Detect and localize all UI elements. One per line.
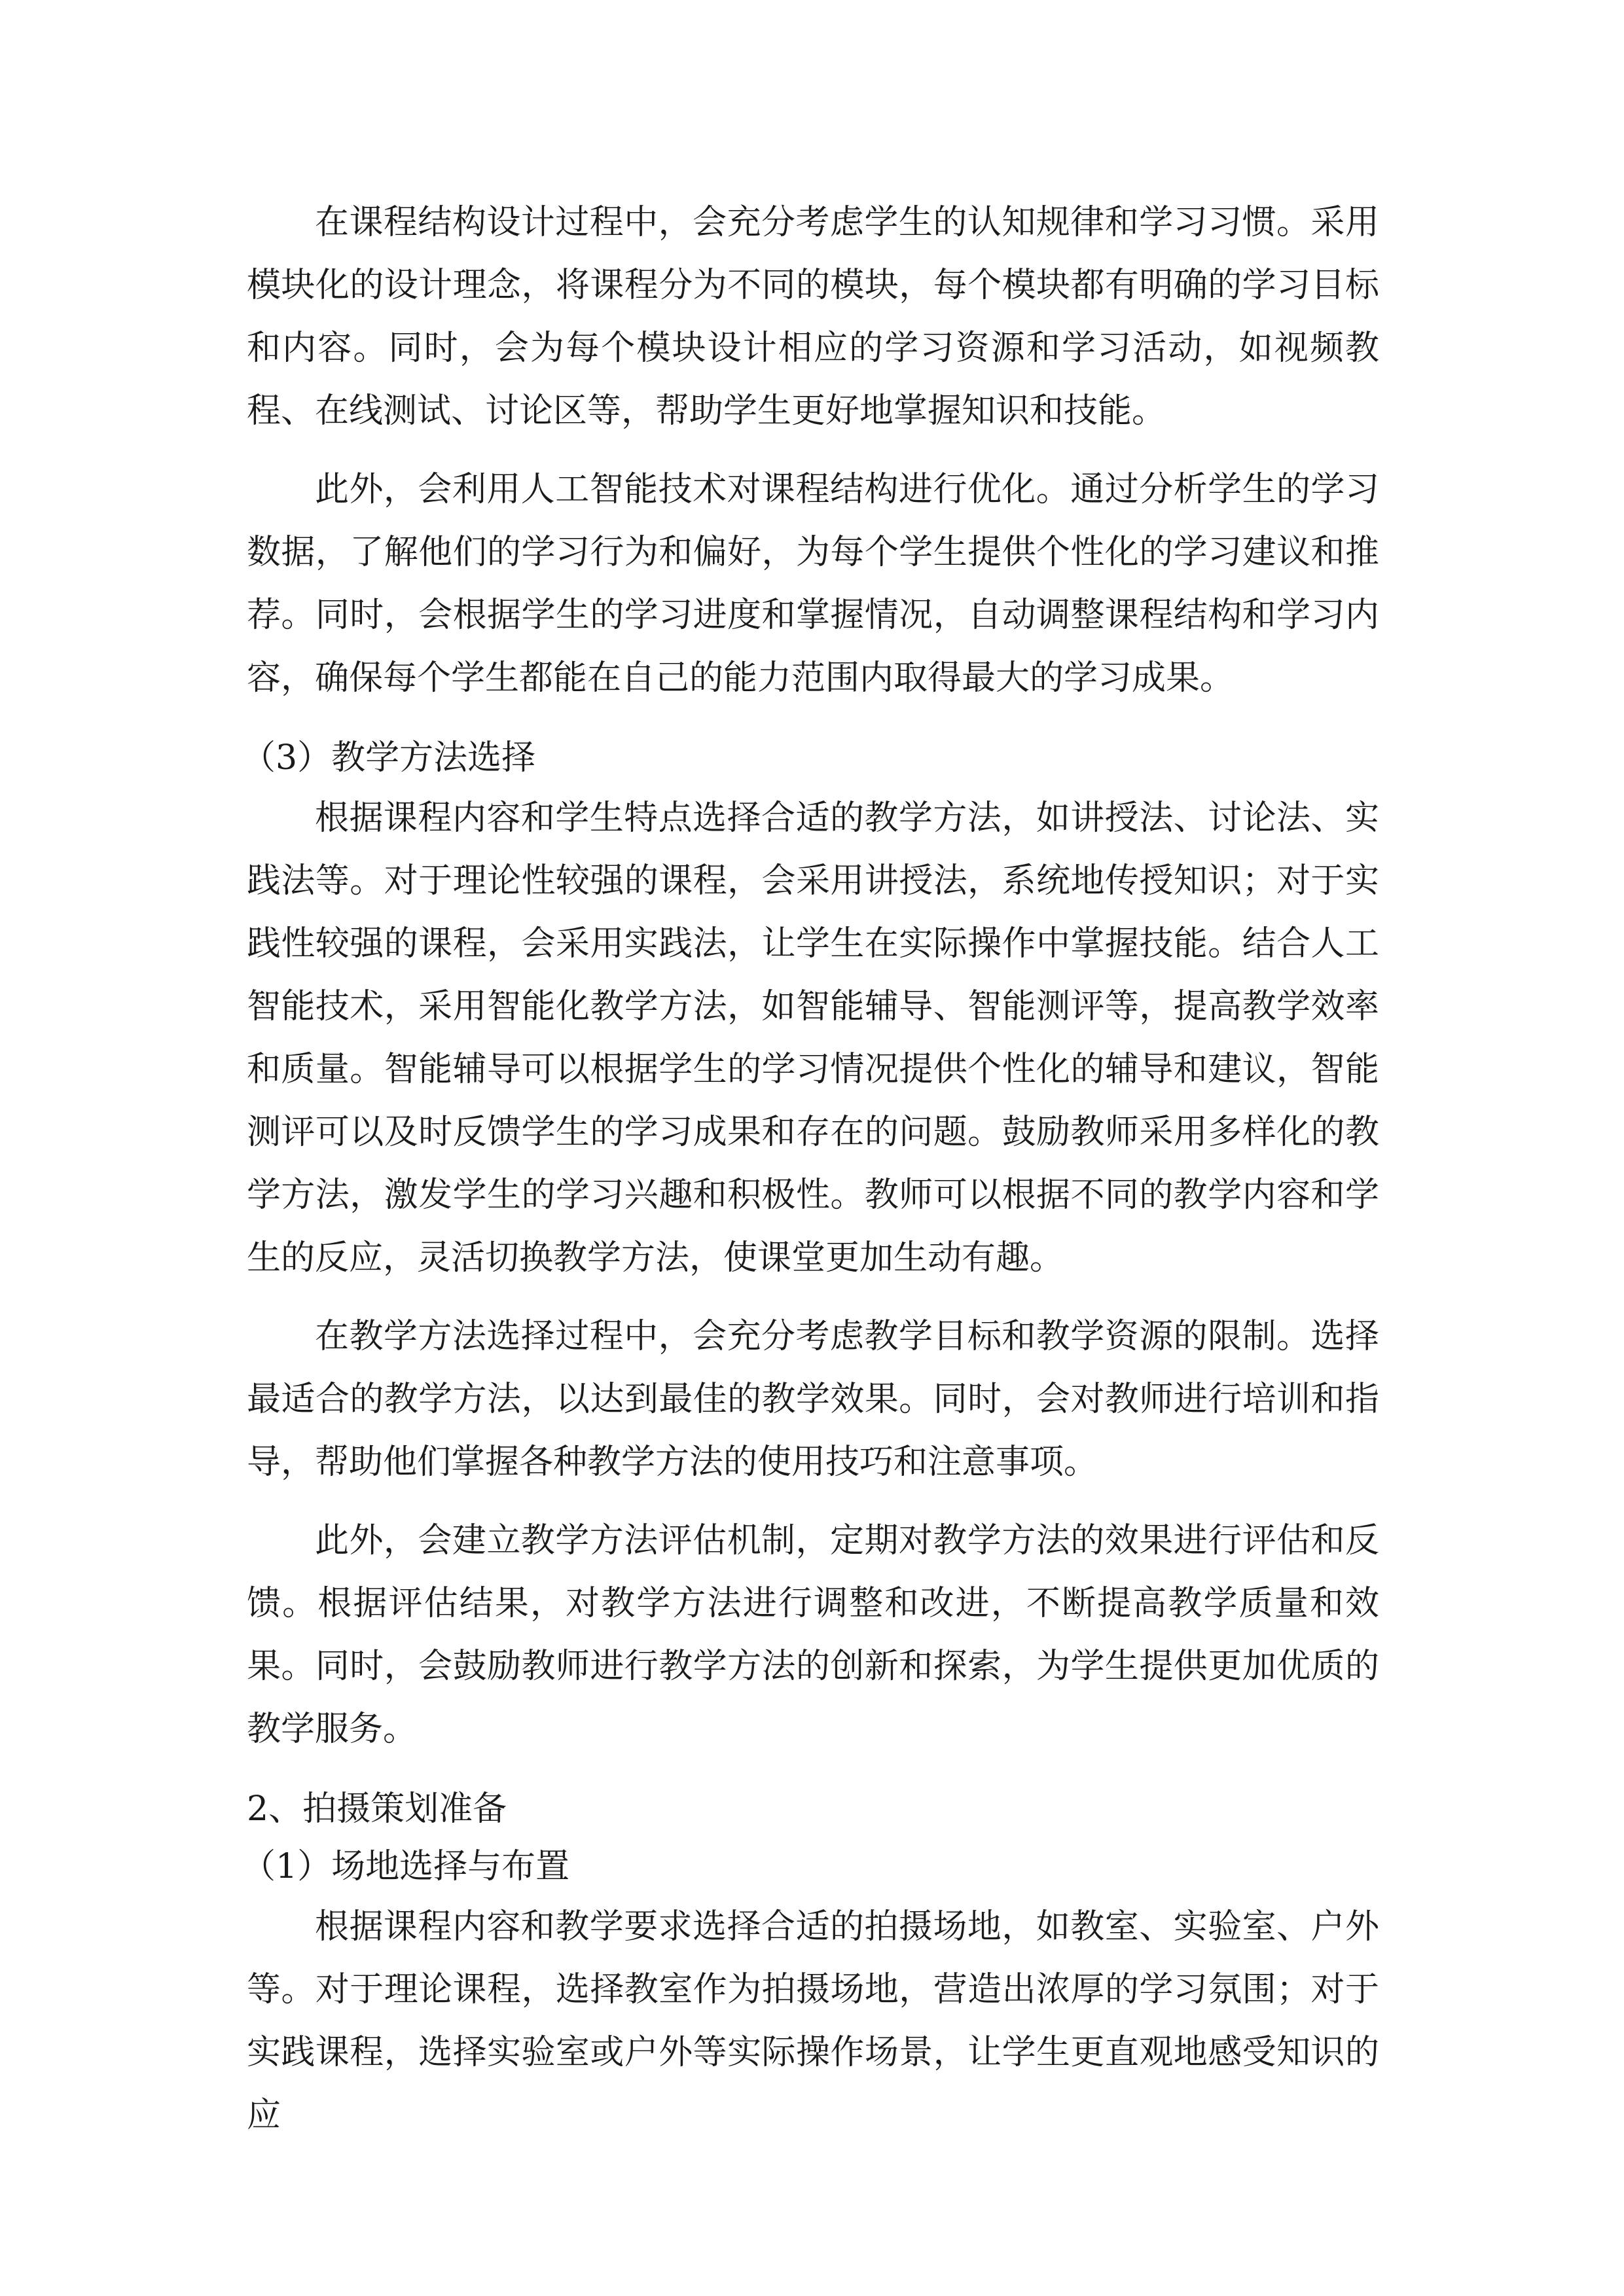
paragraph-method-evaluation: 此外，会建立教学方法评估机制，定期对教学方法的效果进行评估和反馈。根据评估结果，对教学方法进行调整和改进，不断提高教学质量和效果。同时，会鼓励教师进行教学方法的创新和探索，为学生提供更加优质的教学服务。	[247, 1521, 1379, 1749]
paragraph-teaching-methods: 根据课程内容和学生特点选择合适的教学方法，如讲授法、讨论法、实践法等。对于理论性较强的课程，会采用讲授法，系统地传授知识；对于实践性较强的课程，会采用实践法，让学生在实际操作中掌握技能。结合人工智能技术，采用智能化教学方法，如智能辅导、智能测评等，提高教学效率和质量。智能辅导可以根据学生的学习情况提供个性化的辅导和建议，智能测评可以及时反馈学生的学习成果和存在的问题。鼓励教师采用多样化的教学方法，激发学生的学习兴趣和积极性。教师可以根据不同的教学内容和学生的反应，灵活切换教学方法，使课堂更加生动有趣。	[247, 798, 1379, 1278]
subheading-teaching-method-selection: （3）教学方法选择	[242, 738, 536, 778]
paragraph-method-selection-process: 在教学方法选择过程中，会充分考虑教学目标和教学资源的限制。选择最适合的教学方法，以达到最佳的教学效果。同时，会对教师进行培训和指导，帮助他们掌握各种教学方法的使用技巧和注意事项。	[247, 1317, 1379, 1482]
paragraph-venue-selection: 根据课程内容和教学要求选择合适的拍摄场地，如教室、实验室、户外等。对于理论课程，选择教室作为拍摄场地，营造出浓厚的学习氛围；对于实践课程，选择实验室或户外等实际操作场景，让学生更直观地感受知识的应	[247, 1907, 1379, 2135]
heading-shooting-preparation: 2、拍摄策划准备	[247, 1789, 507, 1829]
paragraph-course-structure-design: 在课程结构设计过程中，会充分考虑学生的认知规律和学习习惯。采用模块化的设计理念，将课程分为不同的模块，每个模块都有明确的学习目标和内容。同时，会为每个模块设计相应的学习资源和学习活动，如视频教程、在线测试、讨论区等，帮助学生更好地掌握知识和技能。	[247, 203, 1379, 431]
document-page	[242, 191, 1379, 2162]
subheading-venue-selection: （1）场地选择与布置	[242, 1847, 570, 1886]
paragraph-ai-optimization: 此外，会利用人工智能技术对课程结构进行优化。通过分析学生的学习数据，了解他们的学习行为和偏好，为每个学生提供个性化的学习建议和推荐。同时，会根据学生的学习进度和掌握情况，自动调整课程结构和学习内容，确保每个学生都能在自己的能力范围内取得最大的学习成果。	[247, 470, 1379, 698]
